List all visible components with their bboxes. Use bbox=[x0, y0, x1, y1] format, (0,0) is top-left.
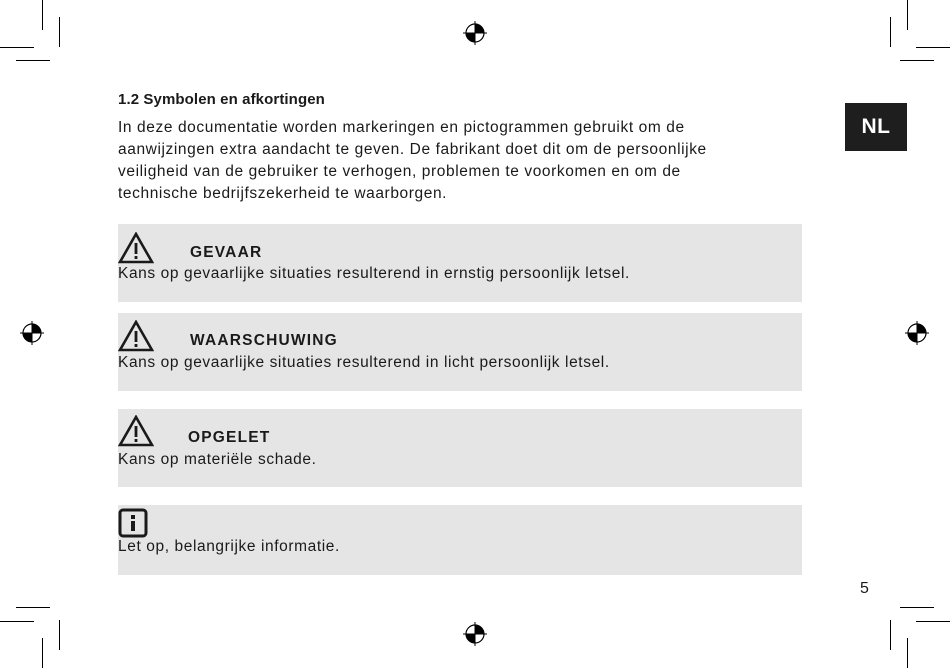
section-heading: 1.2 Symbolen en afkortingen bbox=[118, 91, 325, 108]
intro-paragraph bbox=[118, 117, 778, 205]
notice-danger bbox=[118, 224, 802, 302]
registration-mark-icon bbox=[463, 21, 487, 45]
crop-mark bbox=[900, 607, 934, 608]
crop-mark bbox=[890, 620, 891, 650]
crop-mark bbox=[59, 17, 60, 47]
crop-mark bbox=[900, 60, 934, 61]
intro-line: veiligheid van de gebruiker te verhogen, problemen te voorkomen en om de bbox=[118, 163, 681, 180]
notice-title: OPGELET bbox=[188, 429, 271, 446]
notice-caution bbox=[118, 409, 802, 487]
crop-mark bbox=[16, 60, 50, 61]
notice-title: GEVAAR bbox=[190, 244, 263, 261]
notice-text: Kans op materiële schade. bbox=[118, 451, 317, 468]
crop-mark bbox=[0, 47, 34, 48]
notice-warning bbox=[118, 313, 802, 391]
warning-triangle-icon bbox=[118, 232, 154, 264]
crop-mark bbox=[16, 607, 50, 608]
crop-mark bbox=[890, 17, 891, 47]
info-icon bbox=[118, 508, 148, 538]
crop-mark bbox=[59, 620, 60, 650]
intro-line: In deze documentatie worden markeringen en pictogrammen gebruikt om de bbox=[118, 119, 685, 136]
crop-mark bbox=[907, 638, 908, 668]
warning-triangle-icon bbox=[118, 415, 154, 447]
intro-line: aanwijzingen extra aandacht te geven. De fabrikant doet dit om de persoonlijke bbox=[118, 141, 707, 158]
notice-text: Kans op gevaarlijke situaties resulterend in licht persoonlijk letsel. bbox=[118, 354, 610, 371]
registration-mark-icon bbox=[20, 321, 44, 345]
language-tab: NL bbox=[845, 103, 907, 151]
page-number: 5 bbox=[860, 580, 869, 597]
crop-mark bbox=[907, 0, 908, 30]
crop-mark bbox=[916, 47, 950, 48]
notice-text: Let op, belangrijke informatie. bbox=[118, 538, 340, 555]
notice-text: Kans op gevaarlijke situaties resulterend in ernstig persoonlijk letsel. bbox=[118, 265, 630, 282]
notice-title: WAARSCHUWING bbox=[190, 332, 338, 349]
notice-info bbox=[118, 505, 802, 575]
crop-mark bbox=[42, 638, 43, 668]
registration-mark-icon bbox=[463, 622, 487, 646]
registration-mark-icon bbox=[905, 321, 929, 345]
crop-mark bbox=[916, 621, 950, 622]
intro-line: technische bedrijfszekerheid te waarborgen. bbox=[118, 185, 448, 202]
crop-mark bbox=[0, 621, 34, 622]
crop-mark bbox=[42, 0, 43, 30]
warning-triangle-icon bbox=[118, 320, 154, 352]
